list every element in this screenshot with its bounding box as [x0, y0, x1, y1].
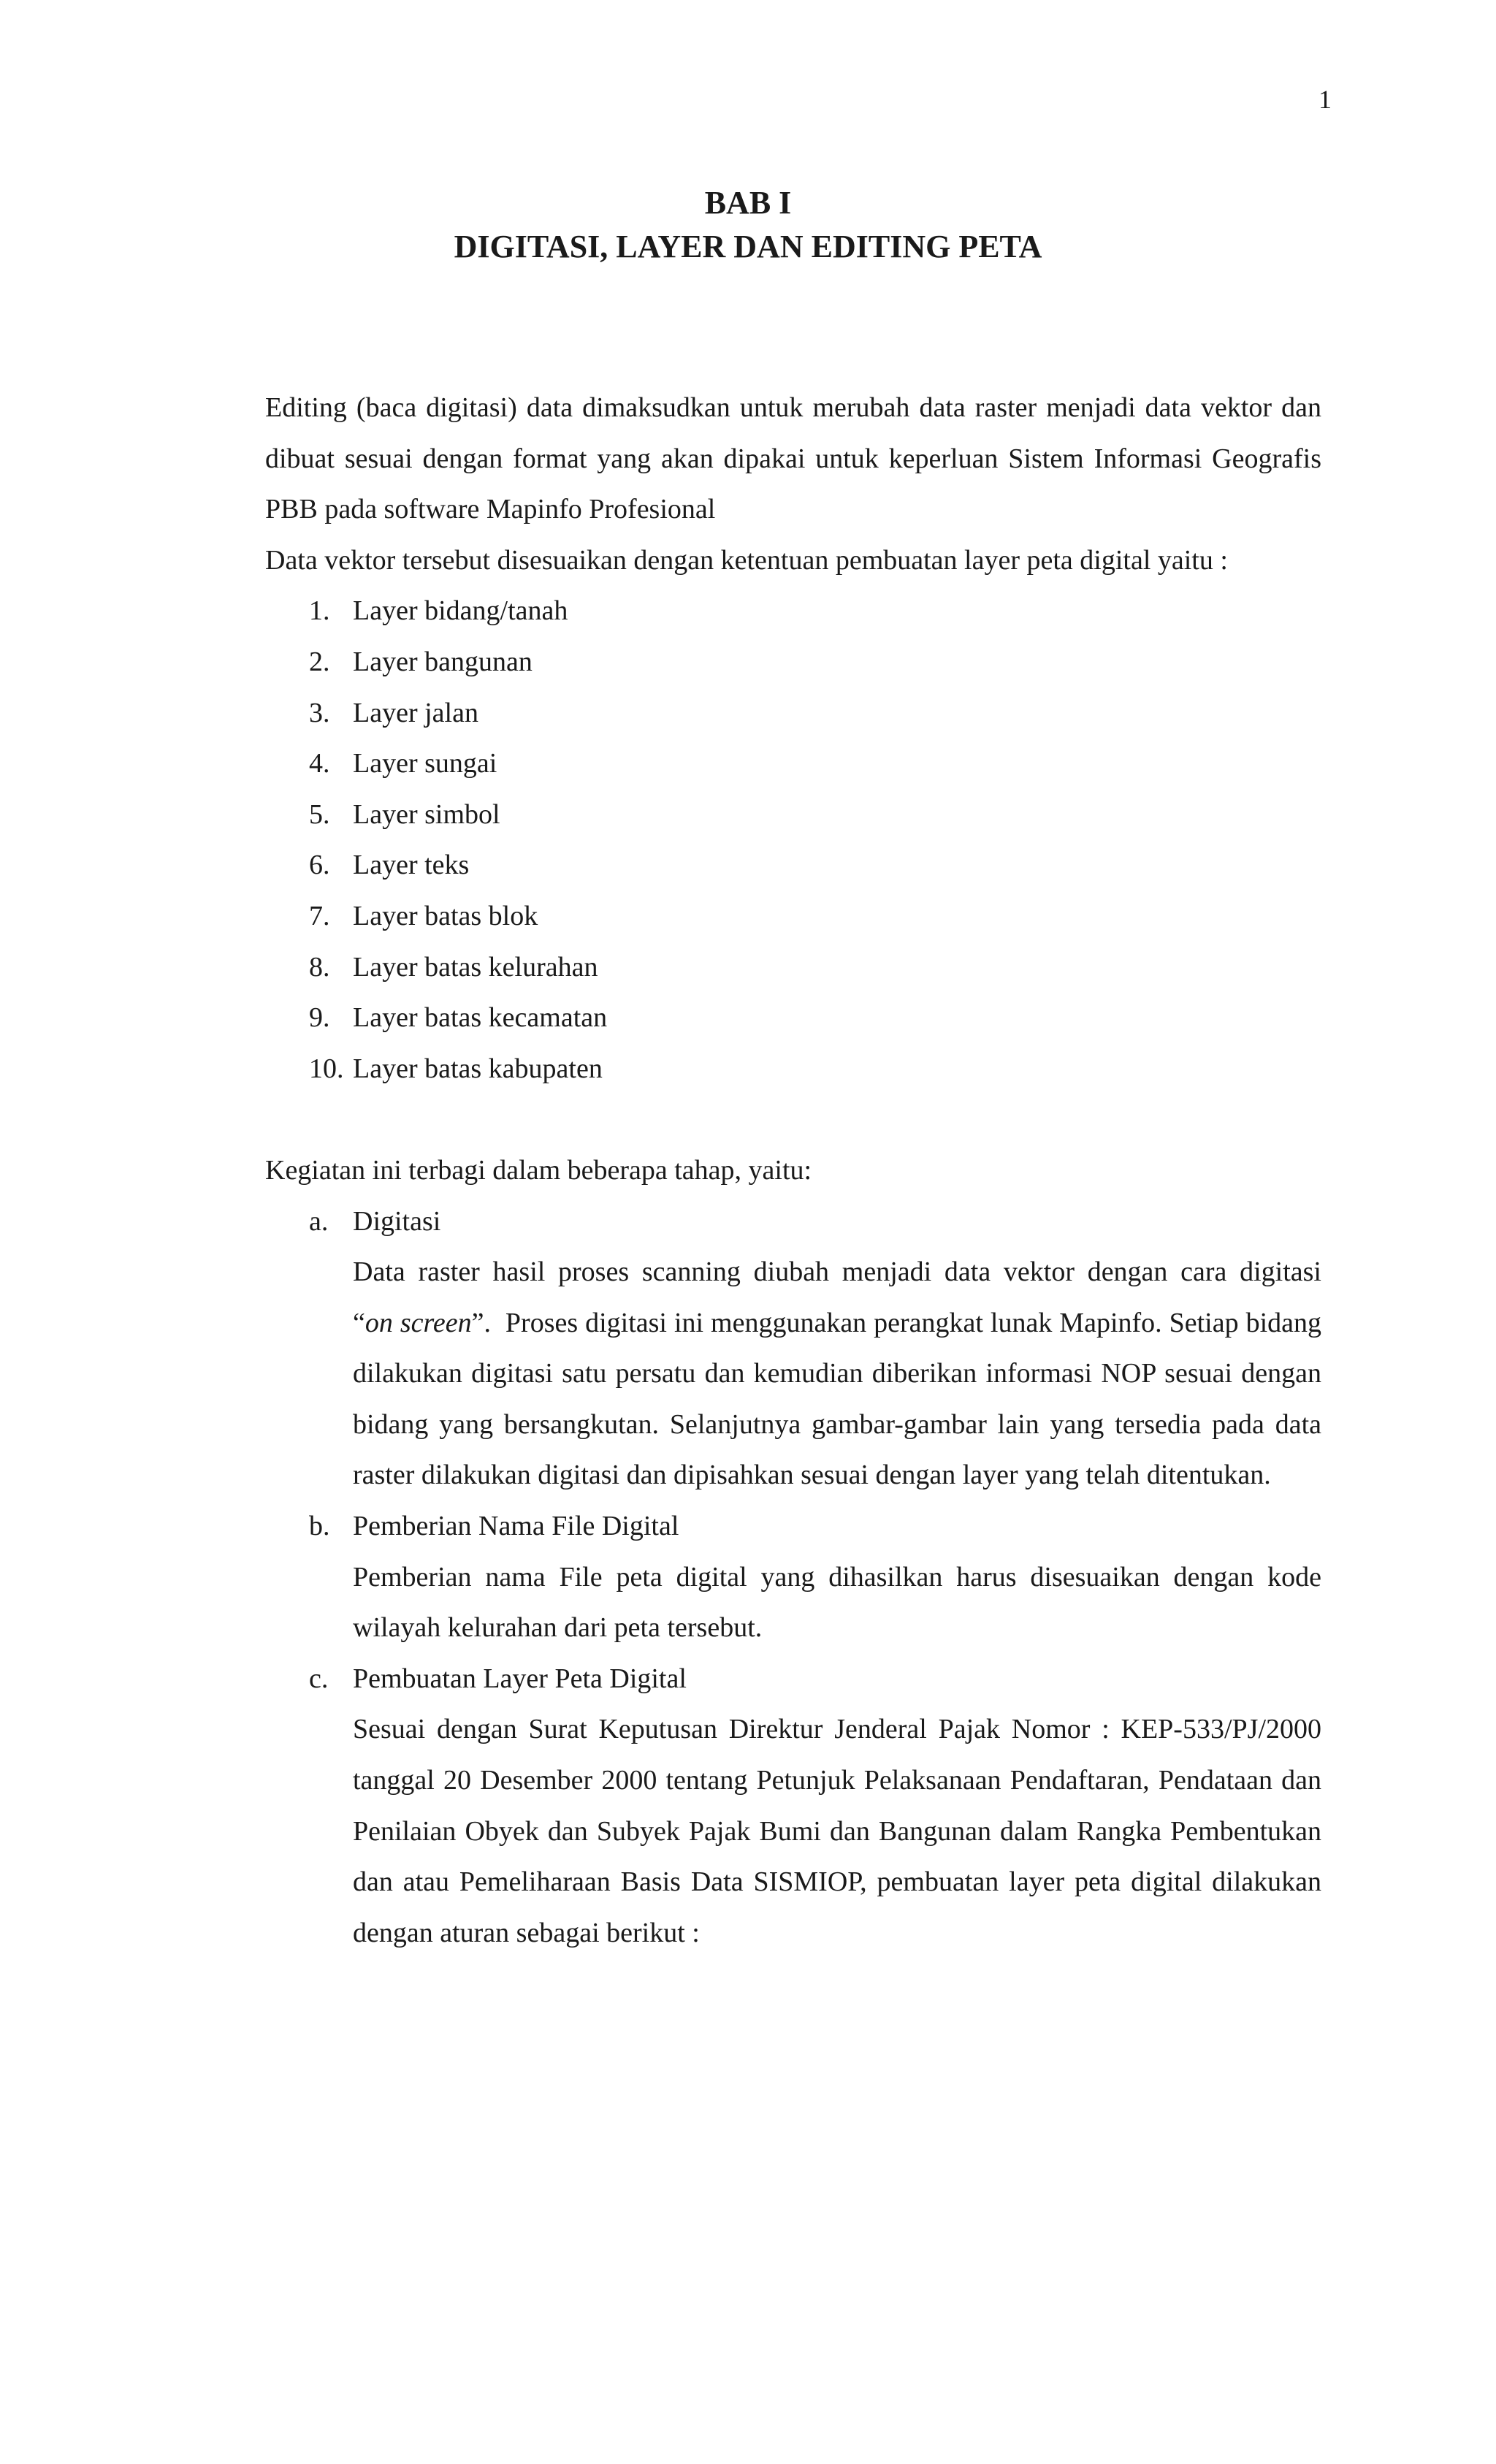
list-item — [265, 840, 1321, 891]
stage-letter: b. — [309, 1511, 330, 1542]
stage-title: Pemberian Nama File Digital — [353, 1511, 679, 1542]
list-item-number: 6. — [309, 850, 330, 881]
list-item-label: Layer batas kabupaten — [353, 1053, 603, 1084]
intro-lead: Data vektor tersebut disesuaikan dengan ketentuan pembuatan layer peta digital yaitu : — [265, 544, 1228, 576]
list-item-label: Layer bidang/tanah — [353, 595, 568, 627]
stage-text-rest: Proses digitasi ini menggunakan perangkat lunak Mapinfo. Setiap bidang dilakukan digitasi satu persatu dan kemudian diberikan informasi NOP sesuai dengan bidang yang bersangkutan. Selanjutnya gambar-gambar lain yang tersedia pada data raster dilakukan digitasi dan dipisahkan sesuai dengan layer yang telah ditentukan. — [353, 1307, 1329, 1491]
stage-letter: c. — [309, 1663, 329, 1694]
list-item-number: 1. — [309, 595, 330, 627]
list-item-label: Layer batas blok — [353, 900, 538, 931]
list-item — [265, 637, 1321, 688]
stage-item — [265, 1197, 1329, 1502]
list-item — [265, 891, 1321, 942]
list-item — [265, 586, 1321, 637]
stage-emphasis: on screen — [365, 1307, 472, 1338]
list-item — [265, 1044, 1321, 1095]
list-item-number: 4. — [309, 748, 330, 779]
layer-list — [265, 586, 1321, 1094]
stage-text-line: Data raster hasil proses scanning diubah menjadi data vektor dengan cara digitasi — [353, 1256, 1321, 1288]
list-item-number: 7. — [309, 900, 330, 931]
chapter-label: BAB I — [704, 185, 792, 221]
list-item-label: Layer teks — [353, 850, 470, 881]
list-item-label: Layer sungai — [353, 748, 497, 779]
stage-text: Sesuai dengan Surat Keputusan Direktur Jenderal Pajak Nomor : KEP-533/PJ/2000 tanggal 20 Desember 2000 tentang Petunjuk Pelaksanaan Pendaftaran, Pendataan dan Penilaian Obyek dan Subyek Pajak Bumi dan Bangunan dalam Rangka Pembentukan dan atau Pemeliharaan Basis Data SISMIOP, pembuatan layer peta digital dilakukan dengan aturan sebagai berikut : — [353, 1714, 1321, 1948]
stages-lead: Kegiatan ini terbagi dalam beberapa tahap, yaitu: — [265, 1154, 812, 1186]
list-item-number: 2. — [309, 646, 330, 677]
list-item-label: Layer batas kecamatan — [353, 1002, 608, 1034]
list-item-number: 3. — [309, 697, 330, 728]
list-item-label: Layer batas kelurahan — [353, 951, 598, 983]
stage-text: Pemberian nama File peta digital yang dihasilkan harus disesuaikan dengan kode wilayah kelurahan dari peta tersebut. — [353, 1561, 1321, 1644]
stage-item — [265, 1501, 1321, 1654]
quote-close: ”. — [471, 1307, 491, 1338]
stage-letter: a. — [309, 1205, 329, 1237]
list-item-number: 8. — [309, 951, 330, 983]
stage-title: Pembuatan Layer Peta Digital — [353, 1663, 687, 1694]
chapter-heading — [0, 181, 1496, 269]
list-item-label: Layer bangunan — [353, 646, 533, 677]
stage-text — [353, 1298, 1329, 1501]
quote-open: “ — [353, 1307, 365, 1338]
list-item-label: Layer jalan — [353, 697, 478, 728]
list-item-number: 5. — [309, 798, 330, 830]
stage-title: Digitasi — [353, 1205, 441, 1237]
list-item — [265, 942, 1321, 993]
chapter-title: DIGITASI, LAYER DAN EDITING PETA — [454, 229, 1042, 264]
spacer — [265, 1094, 1321, 1145]
stage-item — [265, 1654, 1321, 1959]
page-number: 1 — [1318, 85, 1332, 114]
list-item — [265, 993, 1321, 1044]
list-item-number: 10. — [309, 1053, 344, 1084]
list-item-number: 9. — [309, 1002, 330, 1034]
document-body — [265, 383, 1329, 1958]
list-item — [265, 739, 1321, 790]
list-item-label: Layer simbol — [353, 798, 500, 830]
list-item — [265, 790, 1321, 841]
intro-paragraph: Editing (baca digitasi) data dimaksudkan untuk merubah data raster menjadi data vektor dan dibuat sesuai dengan format yang akan dipakai untuk keperluan Sistem Informasi Geografis PBB pada software Mapinfo Profesional — [265, 392, 1321, 525]
list-item — [265, 688, 1321, 739]
